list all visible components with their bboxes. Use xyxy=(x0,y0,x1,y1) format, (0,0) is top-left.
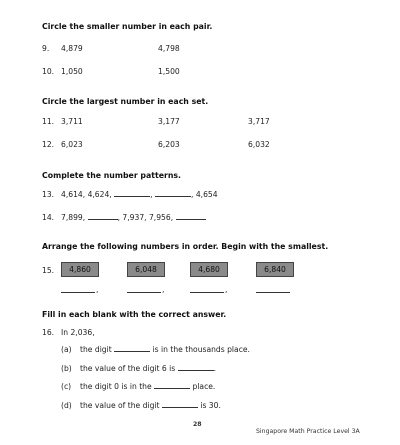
q14-pattern-middle: , 7,937, 7,956, xyxy=(117,213,174,222)
q16-part-a-before: the digit xyxy=(80,345,112,354)
q16-part-b-after: . xyxy=(213,364,217,373)
q16-part-d xyxy=(80,401,221,410)
q16-part-b-before: the value of the digit 6 is xyxy=(80,364,176,373)
q13-blank-1[interactable] xyxy=(114,190,153,199)
order-answer-blank-2[interactable] xyxy=(127,292,161,293)
q14-pattern-start: 7,899, xyxy=(61,213,86,222)
q16-part-d-after: is 30. xyxy=(200,401,221,410)
book-title: Singapore Math Practice Level 3A xyxy=(256,428,360,435)
q16-intro: In 2,036, xyxy=(61,328,95,337)
heading-fill-blanks: Fill in each blank with the correct answer. xyxy=(42,310,227,319)
heading-circle-smaller: Circle the smaller number in each pair. xyxy=(42,22,213,31)
heading-arrange-order: Arrange the following numbers in order. Begin with the smallest. xyxy=(42,242,329,251)
q16-part-d-before: the value of the digit xyxy=(80,401,160,410)
q11-option-c: 3,717 xyxy=(248,117,270,126)
q13-pattern-line xyxy=(61,190,218,199)
q14-blank-2[interactable] xyxy=(176,213,206,220)
q13-pattern-start: 4,614, 4,624, xyxy=(61,190,112,199)
q16-part-c xyxy=(80,382,215,391)
q16-part-a xyxy=(80,345,250,354)
q16-part-a-after: is in the thousands place. xyxy=(152,345,250,354)
q9-option-b: 4,798 xyxy=(158,44,180,53)
q16-part-c-after: place. xyxy=(192,382,216,391)
question-number-12: 12. xyxy=(42,140,55,149)
q13-blank-2[interactable] xyxy=(155,190,191,197)
heading-number-patterns: Complete the number patterns. xyxy=(42,171,181,180)
q12-option-c: 6,032 xyxy=(248,140,270,149)
question-number-13: 13. xyxy=(42,190,55,199)
q16-part-d-label: (d) xyxy=(61,401,72,410)
q12-option-a: 6,023 xyxy=(61,140,83,149)
q16-part-c-before: the digit 0 is in the xyxy=(80,382,152,391)
number-box-1: 4,860 xyxy=(61,262,99,277)
q10-option-a: 1,050 xyxy=(61,67,83,76)
q14-blank-1[interactable] xyxy=(88,213,118,220)
number-box-2: 6,048 xyxy=(127,262,165,277)
q16-part-b-label: (b) xyxy=(61,364,72,373)
q16-part-a-blank[interactable] xyxy=(114,345,150,352)
question-number-11: 11. xyxy=(42,117,55,126)
question-number-15: 15. xyxy=(42,266,55,275)
question-number-14: 14. xyxy=(42,213,55,222)
number-box-3: 4,680 xyxy=(190,262,228,277)
q16-part-a-label: (a) xyxy=(61,345,72,354)
q10-option-b: 1,500 xyxy=(158,67,180,76)
question-number-9: 9. xyxy=(42,44,50,53)
q16-part-c-label: (c) xyxy=(61,382,72,391)
q13-pattern-end: , 4,654 xyxy=(191,190,218,199)
q9-option-a: 4,879 xyxy=(61,44,83,53)
q14-pattern-line xyxy=(61,213,206,222)
q16-part-d-blank[interactable] xyxy=(162,401,198,408)
order-comma-2: , xyxy=(162,285,165,294)
order-comma-3: , xyxy=(225,285,228,294)
q12-option-b: 6,203 xyxy=(158,140,180,149)
q16-part-b xyxy=(80,364,216,373)
number-box-4: 6,840 xyxy=(256,262,294,277)
order-answer-blank-1[interactable] xyxy=(61,292,95,293)
order-answer-blank-4[interactable] xyxy=(256,292,290,293)
q13-separator: , xyxy=(150,190,153,199)
page-number: 28 xyxy=(193,421,202,428)
q11-option-b: 3,177 xyxy=(158,117,180,126)
q16-part-c-blank[interactable] xyxy=(154,382,190,389)
heading-circle-largest: Circle the largest number in each set. xyxy=(42,97,209,106)
question-number-10: 10. xyxy=(42,67,55,76)
q11-option-a: 3,711 xyxy=(61,117,83,126)
order-comma-1: , xyxy=(96,285,99,294)
question-number-16: 16. xyxy=(42,328,55,337)
order-answer-blank-3[interactable] xyxy=(190,292,224,293)
q16-part-b-blank[interactable] xyxy=(178,364,217,373)
